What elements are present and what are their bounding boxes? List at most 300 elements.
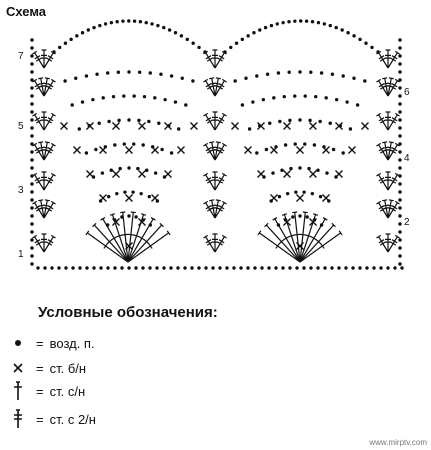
chain-dot <box>64 41 67 44</box>
chain-dot <box>318 120 321 123</box>
chain-dot <box>137 119 140 122</box>
chain-dot <box>30 254 33 257</box>
chain-dot <box>283 95 286 98</box>
chain-dot <box>398 238 401 241</box>
chain-dot <box>277 223 280 226</box>
row-number-left: 7 <box>18 51 24 62</box>
chain-dot <box>132 94 135 97</box>
chain-dot <box>346 31 349 34</box>
chain-dot <box>120 266 123 269</box>
chain-dot <box>255 151 258 154</box>
sc-cross <box>178 147 185 154</box>
sc-cross <box>323 147 330 154</box>
chain-dot <box>398 246 401 249</box>
chain-dot <box>30 110 33 113</box>
chain-dot <box>113 266 116 269</box>
chain-dot <box>74 77 77 80</box>
chain-dot <box>107 195 110 198</box>
chain-dot <box>287 20 290 23</box>
chain-dot <box>356 103 359 106</box>
chain-dot <box>204 266 207 269</box>
chain-dot <box>244 77 247 80</box>
sc-cross <box>271 195 278 202</box>
chain-dot <box>398 118 401 121</box>
chain-dot <box>162 266 165 269</box>
chain-dot <box>317 21 320 24</box>
chain-dot <box>112 95 115 98</box>
chain-dot <box>241 103 244 106</box>
chain-dot <box>308 119 311 122</box>
tr-stitch <box>32 173 44 190</box>
dc-stitch <box>300 223 336 262</box>
chain-dot <box>316 169 319 172</box>
chain-dot <box>30 174 33 177</box>
tr-stitch <box>215 235 227 252</box>
chain-dot <box>127 214 130 217</box>
chain-dot <box>239 266 242 269</box>
chain-dot <box>163 98 166 101</box>
sc-cross <box>284 123 291 130</box>
chain-dot <box>342 74 345 77</box>
chain-dot <box>271 171 274 174</box>
sc-cross <box>87 171 94 178</box>
chain-dot <box>316 266 319 269</box>
chain-dot <box>303 142 306 145</box>
chain-dot <box>78 266 81 269</box>
chain-dot <box>148 195 151 198</box>
chain-dot <box>270 24 273 27</box>
chain-dot <box>168 28 171 31</box>
chain-dot <box>121 19 124 22</box>
chain-dot <box>78 127 81 130</box>
chain-dot <box>398 126 401 129</box>
chain-dot <box>398 94 401 97</box>
chain-dot <box>398 110 401 113</box>
tr-stitch <box>32 113 44 130</box>
chain-dot <box>319 195 322 198</box>
chain-dot <box>289 167 292 170</box>
dc-cross-icon <box>10 381 34 401</box>
chain-dot <box>150 22 153 25</box>
chain-dot <box>398 182 401 185</box>
chain-dot <box>349 127 352 130</box>
sc-cross <box>87 123 94 130</box>
sc-cross <box>113 171 120 178</box>
chain-dot <box>30 94 33 97</box>
tr-stitch <box>203 113 215 130</box>
chain-dot <box>255 74 258 77</box>
chain-dot <box>197 46 200 49</box>
row-number-left: 5 <box>18 121 24 132</box>
sc-cross <box>349 147 356 154</box>
chain-dot <box>127 70 130 73</box>
chain-dot <box>139 20 142 23</box>
chain-dot <box>169 266 172 269</box>
tr-stitch <box>388 173 400 190</box>
chain-dot <box>302 190 305 193</box>
chain-dot <box>30 198 33 201</box>
chain-dot <box>104 22 107 25</box>
chain-dot <box>218 266 221 269</box>
chain-dot <box>376 50 379 53</box>
chain-dot <box>110 169 113 172</box>
chain-dot <box>398 86 401 89</box>
chain-dot <box>155 266 158 269</box>
chain-dot <box>117 71 120 74</box>
chain-dot <box>320 223 323 226</box>
chain-dot <box>330 266 333 269</box>
chain-dot <box>268 122 271 125</box>
chain-dot <box>274 266 277 269</box>
tr-stitch <box>388 235 400 252</box>
chain-dot <box>110 21 113 24</box>
chain-dot <box>131 190 134 193</box>
chain-dot <box>98 24 101 27</box>
chain-dot <box>225 266 228 269</box>
sc-cross <box>297 243 304 250</box>
chain-dot <box>398 262 401 265</box>
chain-dot <box>30 78 33 81</box>
chain-dot <box>43 266 46 269</box>
chain-dot <box>134 215 137 218</box>
chain-dot <box>298 214 301 217</box>
chain-dot <box>30 86 33 89</box>
sc-cross <box>297 195 304 202</box>
chain-dot <box>30 238 33 241</box>
chain-dot <box>181 77 184 80</box>
tr-cross-icon <box>10 409 34 429</box>
tr-stitch <box>44 173 56 190</box>
chain-dot <box>81 100 84 103</box>
chain-dot <box>107 120 110 123</box>
chain-dot <box>30 134 33 137</box>
chain-dot <box>95 73 98 76</box>
chain-dot <box>345 100 348 103</box>
chain-dot <box>329 24 332 27</box>
chain-dot <box>184 103 187 106</box>
sc-cross <box>100 195 107 202</box>
chain-dot <box>106 223 109 226</box>
tr-stitch <box>215 173 227 190</box>
chain-dot <box>71 266 74 269</box>
chain-dot <box>92 26 95 29</box>
chain-dot <box>81 31 84 34</box>
chain-dot <box>223 50 226 53</box>
sc-cross <box>165 123 172 130</box>
chain-dot <box>177 127 180 130</box>
tr-stitch <box>388 51 400 68</box>
chain-dot <box>358 38 361 41</box>
sc-cross <box>245 147 252 154</box>
chain-dot <box>30 182 33 185</box>
chain-dot <box>127 19 130 22</box>
chain-dot <box>331 73 334 76</box>
chain-dot <box>398 142 401 145</box>
sc-cross <box>139 123 146 130</box>
chain-dot <box>71 103 74 106</box>
chain-dot <box>293 19 296 22</box>
row-number-left: 3 <box>18 185 24 196</box>
sc-cross <box>126 147 133 154</box>
chain-dot <box>85 74 88 77</box>
sc-cross <box>100 147 107 154</box>
chain-dot <box>398 190 401 193</box>
legend-label: возд. п. <box>49 335 95 351</box>
chain-dot <box>298 70 301 73</box>
chain-dot <box>314 95 317 98</box>
chain-dot <box>174 31 177 34</box>
chain-dot <box>190 266 193 269</box>
sc-cross <box>310 123 317 130</box>
chain-dot <box>286 192 289 195</box>
chain-dot <box>398 46 401 49</box>
chain-dot <box>241 38 244 41</box>
chain-dot <box>156 24 159 27</box>
chain-dot <box>75 34 78 37</box>
dc-stitch <box>92 223 128 262</box>
chain-dot <box>148 266 151 269</box>
chain-dot <box>352 77 355 80</box>
chain-dot <box>92 266 95 269</box>
chain-dot <box>288 266 291 269</box>
chain-dot <box>248 127 251 130</box>
chain-dot <box>304 94 307 97</box>
chain-dot <box>281 266 284 269</box>
chain-dot <box>30 166 33 169</box>
chain-dot <box>149 223 152 226</box>
tr-stitch <box>215 113 227 130</box>
chain-dot <box>36 266 39 269</box>
chain-dot <box>398 230 401 233</box>
chain-dot <box>30 150 33 153</box>
chain-dot <box>30 222 33 225</box>
chain-dot <box>106 266 109 269</box>
chain-dot <box>298 166 301 169</box>
chain-dot <box>142 143 145 146</box>
sc-cross <box>165 171 172 178</box>
chain-dot <box>332 148 335 151</box>
chain-dot <box>154 171 157 174</box>
chain-dot <box>30 262 33 265</box>
chain-dot <box>351 266 354 269</box>
chain-dot <box>313 143 316 146</box>
sc-cross <box>297 147 304 154</box>
chain-dot <box>398 174 401 177</box>
chain-dot <box>87 28 90 31</box>
chain-dot <box>329 122 332 125</box>
legend-item-sc: = ст. б/н <box>10 358 86 378</box>
chain-dot <box>386 266 389 269</box>
chain-dot <box>64 266 67 269</box>
chain-dot <box>30 190 33 193</box>
chain-dot <box>30 126 33 129</box>
chain-dot <box>101 171 104 174</box>
chain-dot <box>258 28 261 31</box>
chain-dot <box>398 70 401 73</box>
sc-cross <box>232 123 239 130</box>
sc-cross <box>152 147 159 154</box>
chain-dot <box>132 142 135 145</box>
chain-dot <box>288 71 291 74</box>
chain-dot <box>122 94 125 97</box>
chain-dot <box>115 192 118 195</box>
tr-stitch <box>32 51 44 68</box>
chain-dot <box>141 266 144 269</box>
chain-dot <box>294 190 297 193</box>
tr-stitch <box>376 173 388 190</box>
chain-dot <box>191 79 194 82</box>
chain-dot <box>335 26 338 29</box>
chain-dot <box>118 167 121 170</box>
chain-dot <box>50 266 53 269</box>
chain-dot <box>157 122 160 125</box>
chain-dot <box>232 266 235 269</box>
chain-dot <box>299 19 302 22</box>
sc-cross <box>152 195 159 202</box>
tr-stitch <box>32 235 44 252</box>
chain-dot <box>30 142 33 145</box>
chain-dot <box>309 71 312 74</box>
sc-cross <box>310 171 317 178</box>
chain-dot <box>398 254 401 257</box>
chain-dot <box>30 246 33 249</box>
chain-dot <box>323 266 326 269</box>
tr-stitch <box>215 51 227 68</box>
chain-dot <box>267 266 270 269</box>
chart-symbols <box>30 19 403 269</box>
chain-dot <box>398 222 401 225</box>
sc-cross <box>113 123 120 130</box>
chain-dot <box>127 166 130 169</box>
chain-dot-icon <box>10 333 34 353</box>
chain-dot <box>288 119 291 122</box>
chain-dot <box>278 195 281 198</box>
chain-dot <box>120 215 123 218</box>
chain-dot <box>340 28 343 31</box>
chain-dot <box>280 169 283 172</box>
chain-dot <box>134 266 137 269</box>
chain-dot <box>398 150 401 153</box>
chain-dot <box>344 266 347 269</box>
legend-title: Условные обозначения: <box>38 304 218 321</box>
chain-dot <box>30 38 33 41</box>
chain-dot <box>266 73 269 76</box>
chain-dot <box>85 266 88 269</box>
chain-dot <box>149 71 152 74</box>
chain-dot <box>281 21 284 24</box>
chain-dot <box>183 266 186 269</box>
chain-dot <box>147 120 150 123</box>
chain-dot <box>235 41 238 44</box>
row-number-right: 6 <box>404 87 410 98</box>
chain-dot <box>211 266 214 269</box>
chain-dot <box>398 166 401 169</box>
chain-dot <box>138 71 141 74</box>
chain-dot <box>123 142 126 145</box>
chain-dot <box>364 41 367 44</box>
chain-dot <box>176 266 179 269</box>
chain-dot <box>30 62 33 65</box>
chain-dot <box>294 142 297 145</box>
chain-dot <box>30 54 33 57</box>
legend-item-tr: = ст. с 2/н <box>10 409 96 429</box>
chain-dot <box>133 19 136 22</box>
row-number-left: 1 <box>18 249 24 260</box>
sc-cross <box>191 123 198 130</box>
chain-dot <box>365 266 368 269</box>
tr-stitch <box>376 235 388 252</box>
row-number-right: 4 <box>404 153 410 164</box>
sc-cross <box>336 171 343 178</box>
chain-dot <box>153 96 156 99</box>
sc-cross <box>323 195 330 202</box>
chain-dot <box>30 158 33 161</box>
chain-dot <box>197 266 200 269</box>
chain-dot <box>393 266 396 269</box>
chain-dot <box>30 206 33 209</box>
chain-dot <box>398 134 401 137</box>
chain-dot <box>117 119 120 122</box>
chain-dot <box>277 71 280 74</box>
chain-dot <box>174 100 177 103</box>
sc-cross <box>271 147 278 154</box>
chain-dot <box>170 74 173 77</box>
tr-stitch <box>388 113 400 130</box>
chain-dot <box>253 266 256 269</box>
tr-stitch <box>203 173 215 190</box>
chain-dot <box>264 26 267 29</box>
chain-dot <box>398 198 401 201</box>
chain-dot <box>311 20 314 23</box>
chain-dot <box>295 266 298 269</box>
chain-dot <box>91 98 94 101</box>
chain-dot <box>63 79 66 82</box>
chain-dot <box>302 266 305 269</box>
chain-dot <box>337 266 340 269</box>
chain-dot <box>159 73 162 76</box>
site-watermark: www.mirptv.com <box>369 438 427 447</box>
chain-dot <box>335 98 338 101</box>
chain-dot <box>398 214 401 217</box>
chain-dot <box>145 21 148 24</box>
chain-dot <box>246 34 249 37</box>
chain-dot <box>342 151 345 154</box>
chain-dot <box>272 96 275 99</box>
chain-dot <box>162 26 165 29</box>
chain-dot <box>106 71 109 74</box>
legend-item-chain: = возд. п. <box>10 333 95 353</box>
chain-dot <box>307 167 310 170</box>
chain-dot <box>372 266 375 269</box>
legend-label: ст. с/н <box>49 383 86 399</box>
chain-dot <box>320 71 323 74</box>
chain-dot <box>186 38 189 41</box>
chain-dot <box>115 20 118 23</box>
chain-dot <box>323 22 326 25</box>
chain-dot <box>398 102 401 105</box>
chain-dot <box>57 266 60 269</box>
chain-dot <box>69 38 72 41</box>
chain-dot <box>291 215 294 218</box>
chain-dot <box>265 148 268 151</box>
x-cross-icon <box>10 358 34 378</box>
chain-dot <box>180 34 183 37</box>
chain-dot <box>170 151 173 154</box>
chain-dot <box>246 266 249 269</box>
chain-dot <box>97 122 100 125</box>
tr-stitch <box>376 113 388 130</box>
chain-dot <box>306 215 309 218</box>
